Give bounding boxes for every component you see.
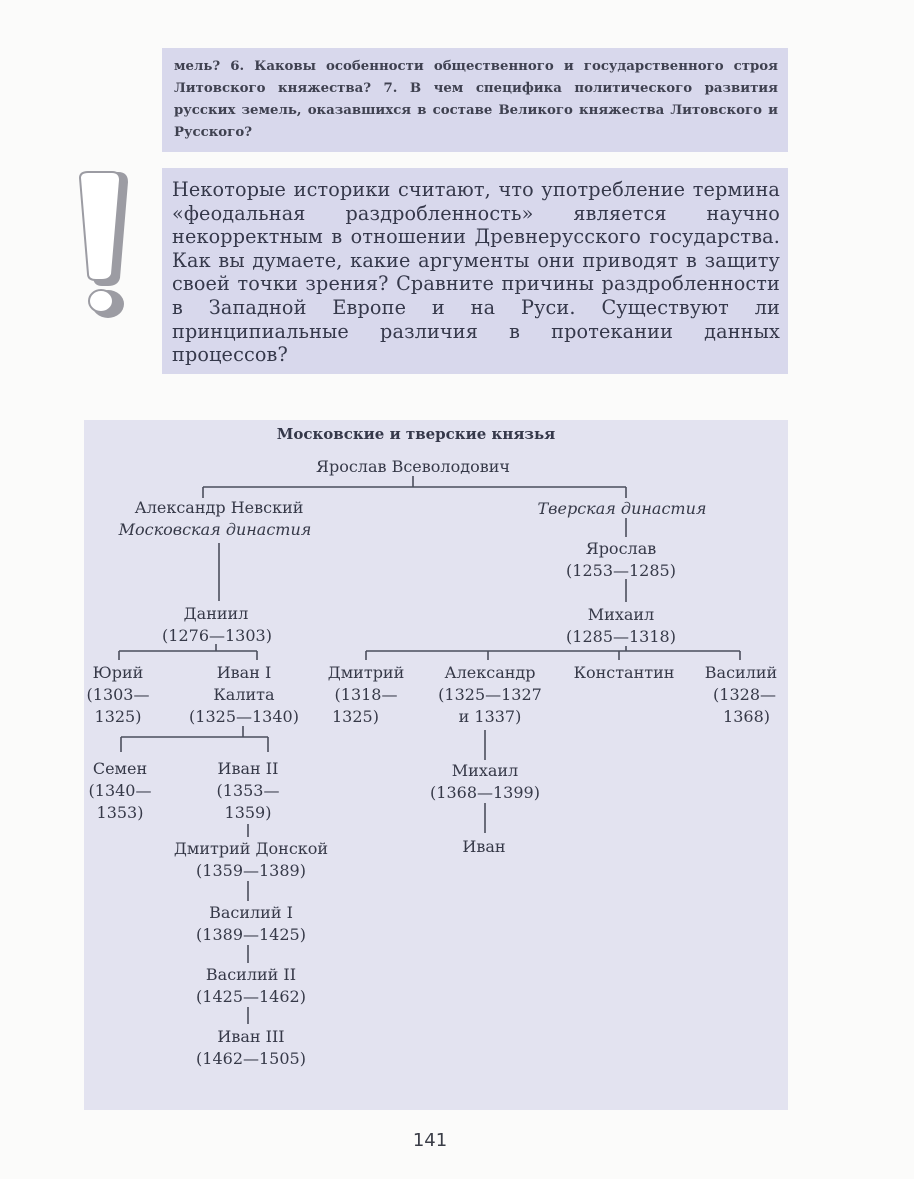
node-ivan2-years-end: 1359) (224, 803, 272, 822)
node-tver-konstantin-name: Константин (573, 663, 675, 682)
node-tver-dmitry-name: Дмитрий (327, 663, 405, 682)
node-ivan2-years-start: (1353— (216, 781, 280, 800)
node-tver-dmitry-years-end: 1325) (332, 707, 379, 726)
label-tver-dynasty: Тверская династия (537, 499, 707, 518)
node-tver-yaroslav-name: Ярослав (585, 539, 657, 558)
node-yuri-name: Юрий (92, 663, 144, 682)
label-moscow-dynasty: Московская династия (118, 520, 312, 539)
node-tver-alexander-years: (1325—1327 (438, 685, 542, 704)
node-tver-yaroslav-years: (1253—1285) (566, 561, 676, 580)
node-semen-years-end: 1353) (96, 803, 144, 822)
node-dmitry-donskoy-years: (1359—1389) (196, 861, 306, 880)
node-tver-mikhail-years: (1285—1318) (566, 627, 676, 646)
node-ivan3-name: Иван III (217, 1027, 285, 1046)
node-tver-vasily-name: Василий (704, 663, 778, 682)
node-tver-vasily-years-end: 1368) (723, 707, 770, 726)
node-ivan3-years: (1462—1505) (196, 1049, 306, 1068)
node-vasily1-name: Василий I (209, 903, 293, 922)
node-semen-years-start: (1340— (88, 781, 152, 800)
node-vasily2-years: (1425—1462) (196, 987, 306, 1006)
node-yaroslav-vsevolodovich: Ярослав Всеволодович (316, 457, 510, 476)
node-tver-mikhail2-name: Михаил (451, 761, 519, 780)
node-ivan1-name: Иван I (216, 663, 272, 682)
diagram-title: Московские и тверские князья (276, 425, 556, 443)
node-tver-mikhail2-years: (1368—1399) (430, 783, 540, 802)
node-tver-vasily-years-start: (1328— (713, 685, 776, 704)
node-tver-dmitry-years-start: (1318— (334, 685, 398, 704)
node-ivan2-name: Иван II (217, 759, 279, 778)
node-tver-ivan-name: Иван (462, 837, 506, 856)
node-semen-name: Семен (92, 759, 148, 778)
node-ivan1-years: (1325—1340) (189, 707, 299, 726)
node-tver-mikhail-name: Михаил (587, 605, 655, 624)
node-yuri-years-end: 1325) (94, 707, 142, 726)
page-number: 141 (412, 1130, 448, 1151)
questions-text: мель? 6. Каковы особенности общественного и государственного строя Литовского княжества? 7. В чем специфика политического развития русских земель, оказавшихся в составе Великого княжества Литовского и Русского? (174, 59, 778, 140)
problem-text: Некоторые историки считают, что употребление термина «феодальная раздробленность» является научно некорректным в отношении Древнерусского государства. Как вы думаете, какие аргументы они приводят в защиту своей точки зрения? Сравните причины раздробленности в Западной Европе и на Руси. Существуют ли принципиальные различия в протекании данных процессов? (172, 178, 780, 367)
node-alexander-nevsky: Александр Невский (134, 498, 304, 517)
node-tver-alexander-name: Александр (444, 663, 536, 682)
node-dmitry-donskoy-name: Дмитрий Донской (173, 839, 329, 858)
node-ivan1-epithet: Калита (213, 685, 275, 704)
node-daniil-name: Даниил (183, 604, 249, 623)
node-tver-alexander-years-extra: и 1337) (458, 707, 522, 726)
node-vasily2-name: Василий II (205, 965, 297, 984)
node-daniil-years: (1276—1303) (162, 626, 272, 645)
node-yuri-years-start: (1303— (86, 685, 150, 704)
node-vasily1-years: (1389—1425) (196, 925, 306, 944)
